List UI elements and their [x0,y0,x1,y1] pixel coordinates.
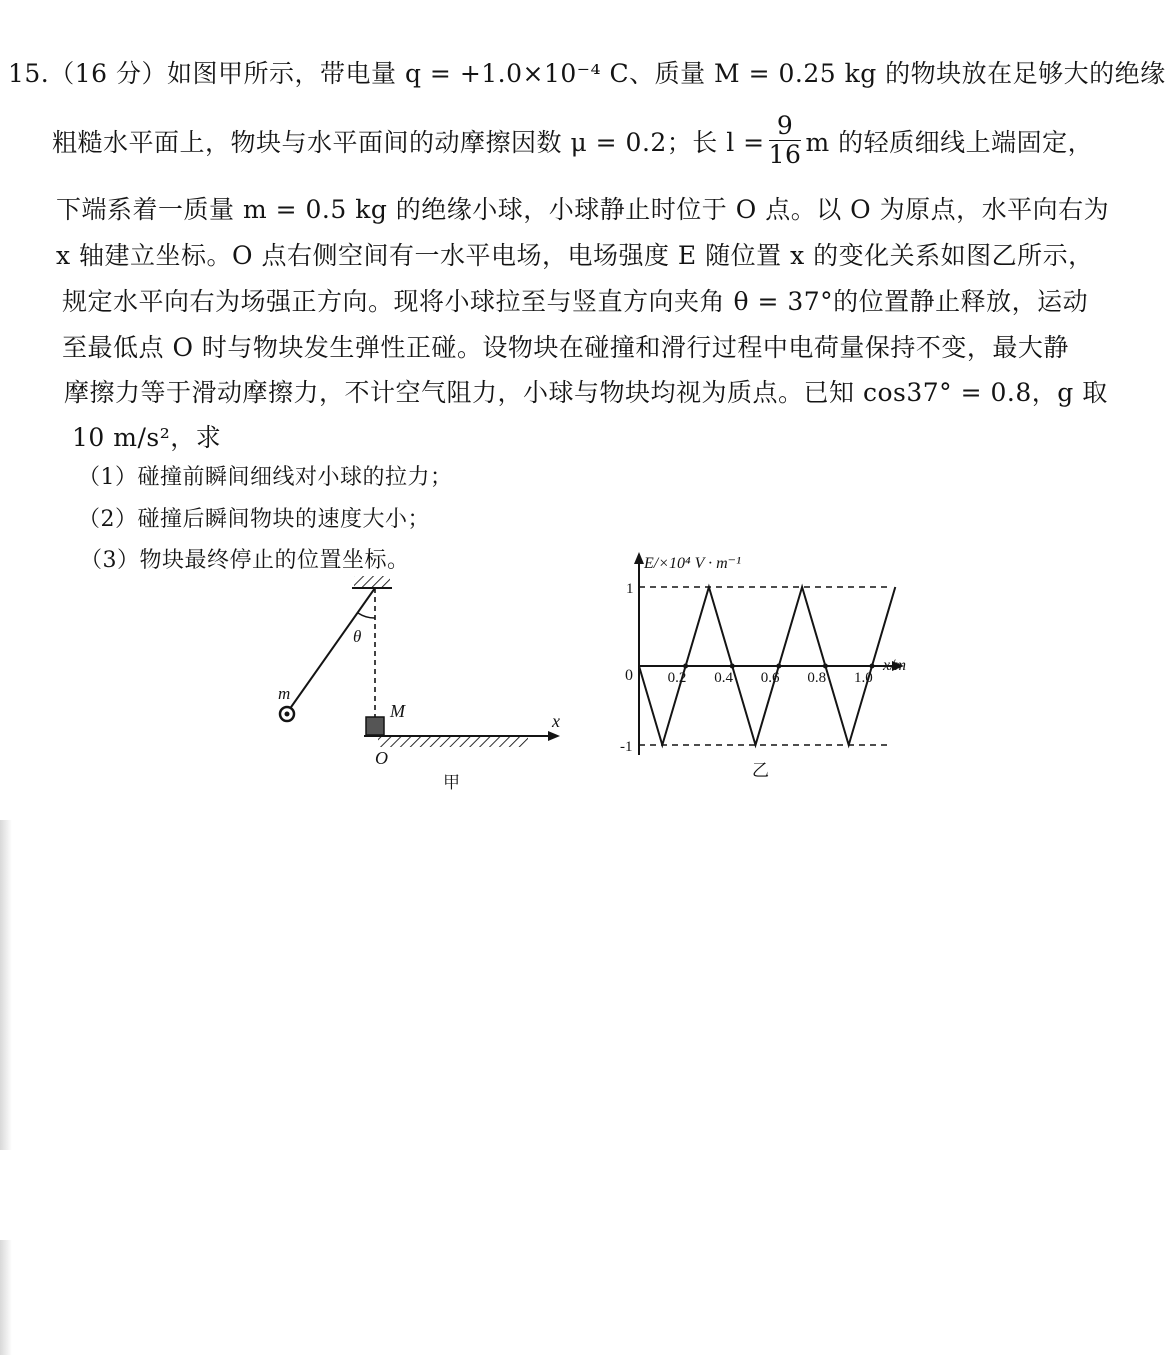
zero-crossing-point [730,664,735,669]
chart-ylabel: E/×10⁴ V · m⁻¹ [644,555,741,572]
label-O: O [375,748,388,768]
ground-hatch [378,737,528,747]
chart-axes [634,552,907,755]
x-tick-label: 0.4 [714,670,733,686]
figure-b-caption: 乙 [752,761,769,780]
figure-b-chart [600,540,930,790]
x-tick-label: 0.8 [807,670,827,686]
question-line-5: 规定水平向右为场强正方向。现将小球拉至与竖直方向夹角 θ = 37°的位置静止释放，运动 [62,287,1089,316]
label-x: x [552,711,560,731]
zero-crossing-point [823,664,828,669]
question-text: 如图甲所示，带电量 q = +1.0×10⁻⁴ C、质量 M = 0.25 kg 的物块放在足够大的绝缘 [167,59,1166,88]
figure-a-caption: 甲 [443,773,460,792]
label-M: M [390,701,405,721]
length-fraction [769,112,802,169]
angle-arc [358,613,375,618]
question-line-3: 下端系着一质量 m = 0.5 kg 的绝缘小球，小球静止时位于 O 点。以 O 为原点，水平向右为 [56,195,1110,224]
question-line-8: 10 m/s²，求 [72,423,222,452]
chart-origin-label: 0 [625,667,633,684]
x-tick-label: 0.6 [760,670,780,686]
y-tick-label: -1 [620,739,633,755]
question-points: （16 分） [49,59,168,88]
sub-question-1: （1）碰撞前瞬间细线对小球的拉力； [78,465,453,490]
fraction-numerator: 9 [769,112,802,141]
question-text: 粗糙水平面上，物块与水平面间的动摩擦因数 μ = 0.2；长 l = [52,128,765,157]
y-axis-arrow [634,552,644,564]
question-line-1 [8,54,1166,90]
y-tick-label: 1 [626,581,634,597]
paper-edge [0,820,12,1150]
x-tick-label: 1.0 [854,670,873,686]
question-line-4: x 轴建立坐标。O 点右侧空间有一水平电场，电场强度 E 随位置 x 的变化关系如图乙所示， [56,241,1094,270]
label-m: m [278,684,291,703]
question-number: 15. [8,59,50,88]
question-text: m 的轻质细线上端固定， [805,128,1094,157]
block [366,717,384,735]
zero-crossing-point [776,664,781,669]
ceiling-hatch [354,576,390,588]
question-line-2 [52,111,1094,173]
question-line-7: 摩擦力等于滑动摩擦力，不计空气阻力，小球与物块均视为质点。已知 cos37° = 0.8，g 取 [64,378,1108,407]
label-theta: θ [353,627,362,646]
figure-a-diagram [260,570,590,800]
fraction-denominator: 16 [768,140,802,169]
x-tick-label: 0.2 [667,670,687,686]
sub-question-3: （3）物块最终停止的位置坐标。 [80,548,410,573]
sub-question-2: （2）碰撞后瞬间物块的速度大小； [78,507,430,532]
chart-xlabel: x/m [883,657,907,674]
pendulum-string [289,588,375,710]
question-line-6: 至最低点 O 时与物块发生弹性正碰。设物块在碰撞和滑行过程中电荷量保持不变，最大静 [62,333,1069,362]
x-axis-arrow [548,731,560,741]
paper-edge [0,1240,12,1355]
zero-crossing-point [683,664,688,669]
zero-crossing-point [870,664,875,669]
